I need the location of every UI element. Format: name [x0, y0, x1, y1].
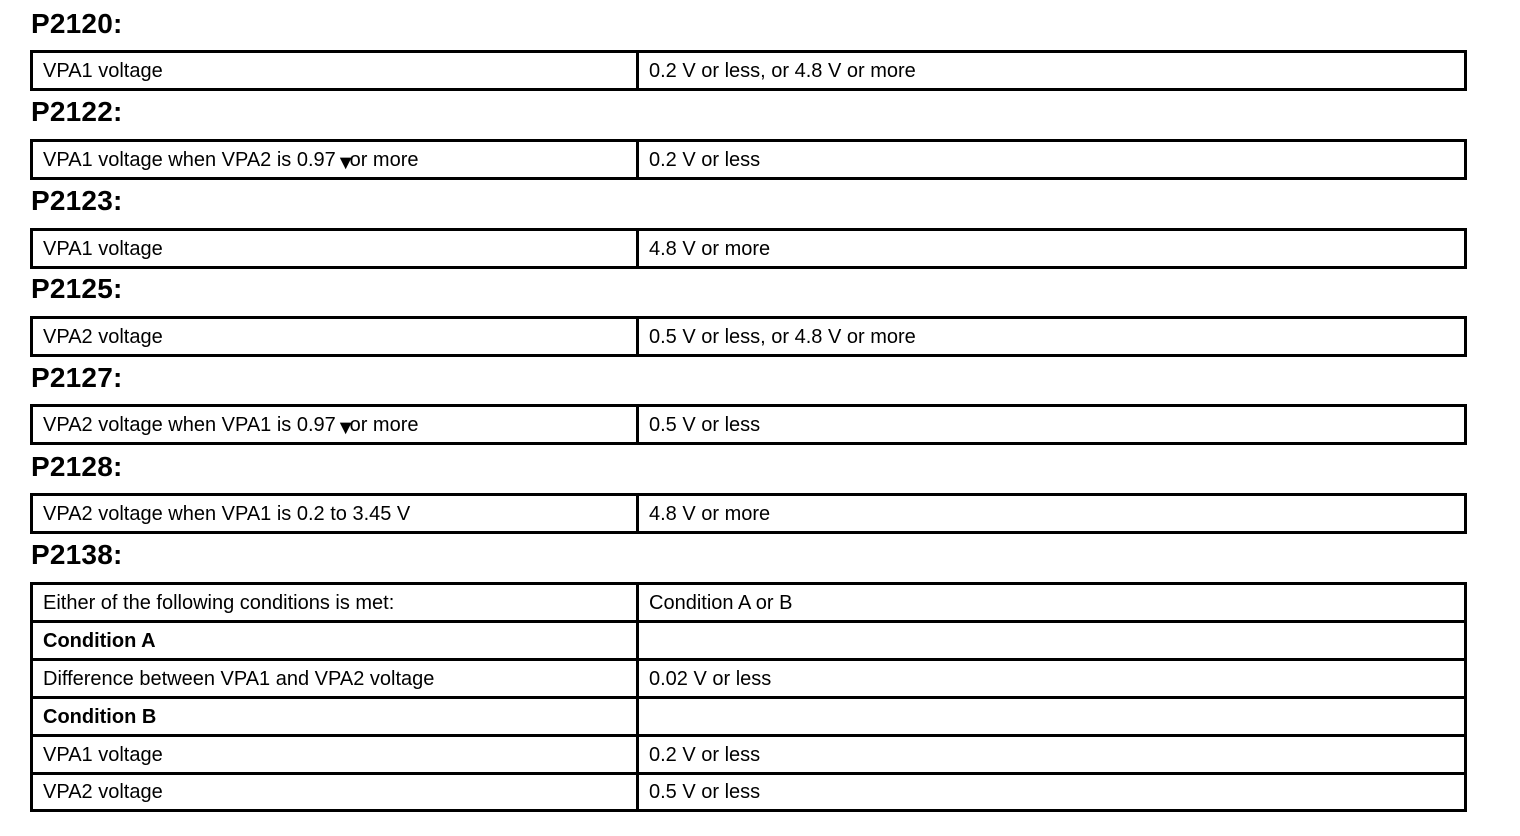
condition-cell: VPA1 voltage — [32, 736, 638, 774]
condition-cell: Difference between VPA1 and VPA2 voltage — [32, 660, 638, 698]
condition-cell: VPA2 voltage — [32, 318, 638, 356]
table-row — [32, 622, 1466, 660]
value-cell: Condition A or B — [638, 584, 1466, 622]
dtc-code-heading: P2138: — [31, 539, 123, 570]
value-cell: 0.5 V or less — [638, 406, 1466, 444]
condition-cell: VPA1 voltage — [32, 52, 638, 90]
condition-text: VPA1 voltage when VPA2 is 0.97 — [43, 148, 336, 171]
table-row — [32, 495, 1466, 533]
value-cell — [638, 622, 1466, 660]
criteria-table — [30, 493, 1467, 534]
value-cell: 4.8 V or more — [638, 230, 1466, 268]
criteria-table — [30, 582, 1467, 812]
table-row — [32, 318, 1466, 356]
criteria-table — [30, 139, 1467, 180]
dtc-code-heading: P2128: — [31, 451, 123, 482]
dtc-code-heading: P2123: — [31, 185, 123, 216]
condition-cell — [32, 141, 638, 179]
criteria-table — [30, 404, 1467, 445]
value-cell: 0.2 V or less — [638, 736, 1466, 774]
table-row — [32, 406, 1466, 444]
table-row — [32, 698, 1466, 736]
table-row — [32, 52, 1466, 90]
table-row — [32, 736, 1466, 774]
condition-cell: VPA2 voltage — [32, 774, 638, 811]
condition-group-label: Condition B — [32, 698, 638, 736]
condition-text: VPA2 voltage when VPA1 is 0.97 — [43, 413, 336, 436]
value-cell: 0.2 V or less, or 4.8 V or more — [638, 52, 1466, 90]
table-row — [32, 660, 1466, 698]
value-cell: 0.02 V or less — [638, 660, 1466, 698]
table-row — [32, 141, 1466, 179]
criteria-table — [30, 316, 1467, 357]
value-cell — [638, 698, 1466, 736]
value-cell: 0.5 V or less — [638, 774, 1466, 811]
criteria-table — [30, 50, 1467, 91]
dtc-code-heading: P2127: — [31, 362, 123, 393]
dtc-code-heading: P2125: — [31, 273, 123, 304]
condition-cell — [32, 406, 638, 444]
table-row — [32, 584, 1466, 622]
value-cell: 4.8 V or more — [638, 495, 1466, 533]
table-row — [32, 774, 1466, 811]
criteria-table — [30, 228, 1467, 269]
condition-cell: VPA2 voltage when VPA1 is 0.2 to 3.45 V — [32, 495, 638, 533]
triangle-down-icon: ▼ — [335, 416, 350, 439]
dtc-code-heading: P2120: — [31, 8, 123, 39]
value-cell: 0.2 V or less — [638, 141, 1466, 179]
condition-cell: Either of the following conditions is met: — [32, 584, 638, 622]
condition-text: or more — [349, 148, 419, 171]
dtc-code-heading: P2122: — [31, 96, 123, 127]
condition-cell: VPA1 voltage — [32, 230, 638, 268]
condition-text: or more — [349, 413, 419, 436]
table-row — [32, 230, 1466, 268]
condition-group-label: Condition A — [32, 622, 638, 660]
value-cell: 0.5 V or less, or 4.8 V or more — [638, 318, 1466, 356]
triangle-down-icon: ▼ — [335, 151, 350, 174]
